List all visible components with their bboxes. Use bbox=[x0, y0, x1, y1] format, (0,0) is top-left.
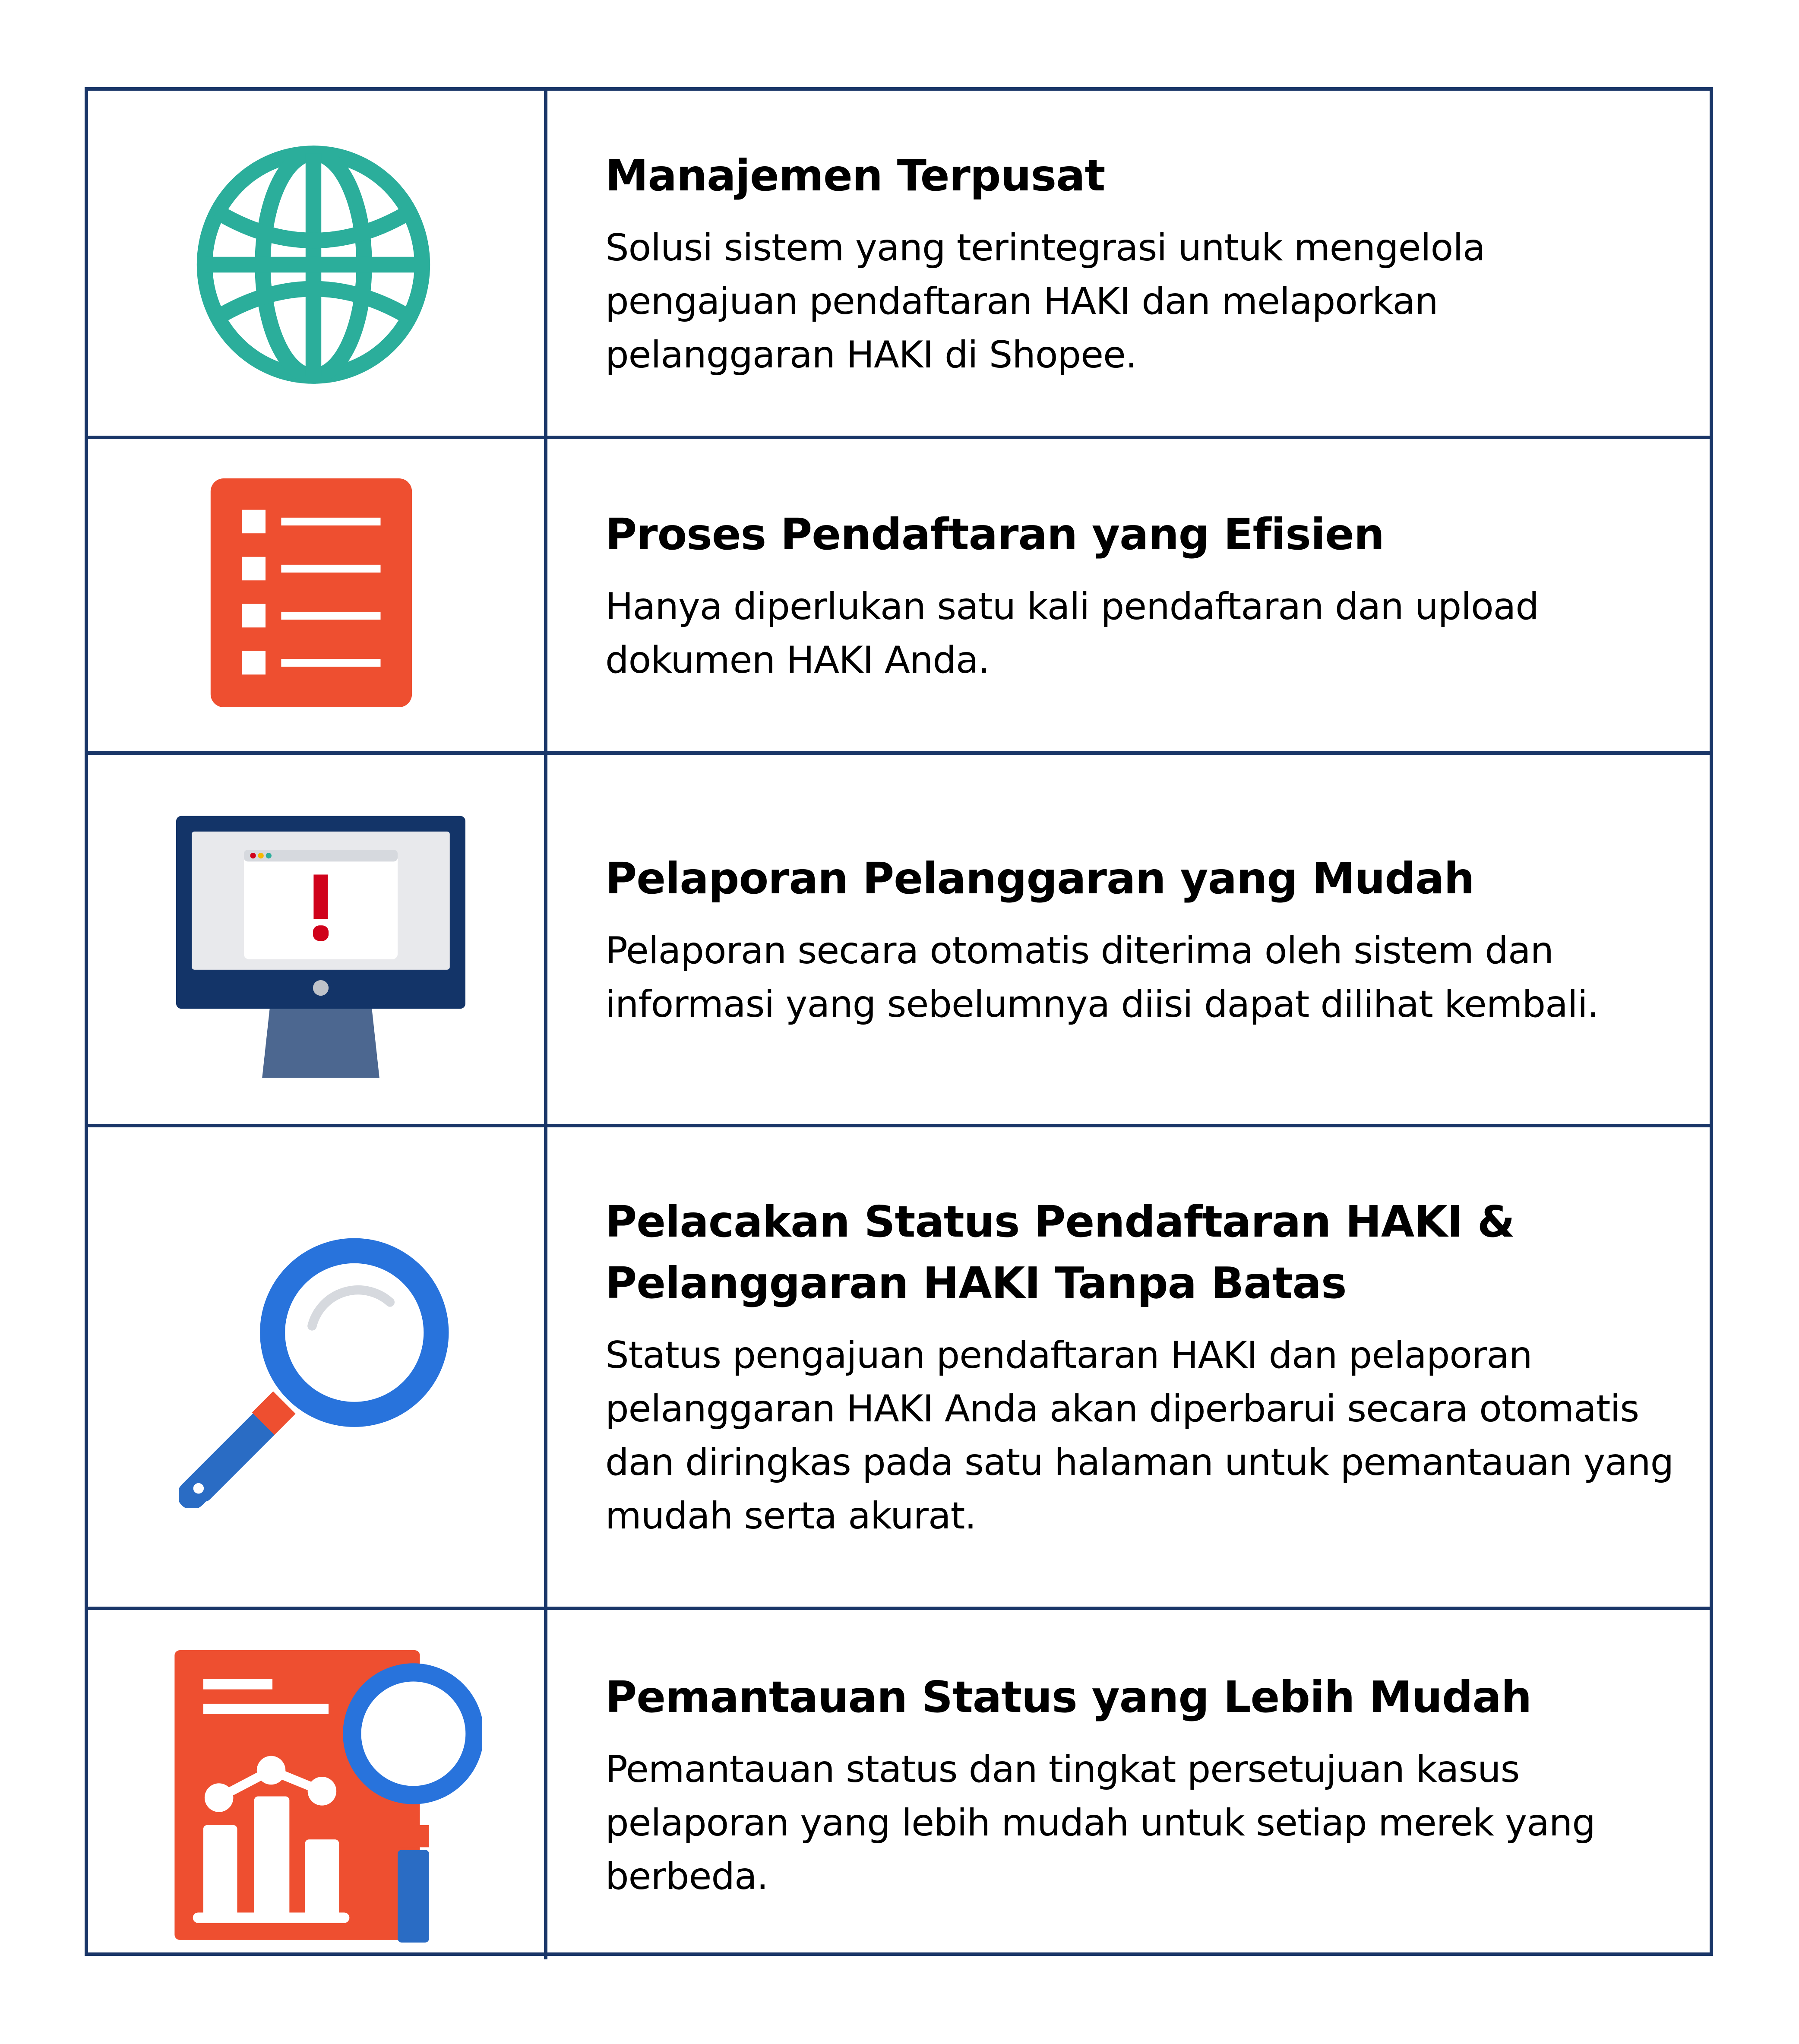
features-table bbox=[85, 87, 1713, 1956]
feature-description: Hanya diperlukan satu kali pendaftaran dan upload dokumen HAKI Anda. bbox=[605, 585, 1539, 682]
monitor-alert-icon bbox=[176, 815, 465, 1079]
text-cell bbox=[547, 1610, 1710, 1959]
feature-description: Pelaporan secara otomatis diterima oleh sistem dan informasi yang sebelumnya diisi dapat dilihat kembali. bbox=[605, 929, 1599, 1026]
feature-title: Manajemen Terpusat bbox=[605, 150, 1105, 201]
feature-description: Status pengajuan pendaftaran HAKI dan pelaporan pelanggaran HAKI Anda akan diperbarui secara otomatis dan diringkas pada satu halaman untuk pemantauan yang mudah serta akurat. bbox=[605, 1334, 1674, 1538]
text-cell bbox=[547, 439, 1710, 751]
text-cell bbox=[547, 91, 1710, 436]
report-search-icon bbox=[174, 1650, 482, 1944]
globe-icon bbox=[193, 142, 434, 388]
icon-cell bbox=[88, 1610, 547, 1959]
icon-cell bbox=[88, 439, 547, 751]
text-cell bbox=[547, 1127, 1710, 1607]
feature-description: Pemantauan status dan tingkat persetujuan kasus pelaporan yang lebih mudah untuk setiap merek yang berbeda. bbox=[605, 1747, 1595, 1898]
feature-title: Proses Pendaftaran yang Efisien bbox=[605, 509, 1385, 560]
feature-row-status-monitoring bbox=[88, 1610, 1710, 1959]
icon-cell bbox=[88, 91, 547, 436]
text-cell bbox=[547, 755, 1710, 1124]
feature-title: Pelacakan Status Pendaftaran HAKI & Pelanggaran HAKI Tanpa Batas bbox=[605, 1196, 1515, 1308]
magnifier-icon bbox=[179, 1236, 451, 1508]
feature-description: Solusi sistem yang terintegrasi untuk mengelola pengajuan pendaftaran HAKI dan melaporkan pelanggaran HAKI di Shopee. bbox=[605, 226, 1485, 377]
feature-title: Pelaporan Pelanggaran yang Mudah bbox=[605, 853, 1474, 904]
feature-row-status-tracking bbox=[88, 1127, 1710, 1610]
feature-row-easy-reporting bbox=[88, 755, 1710, 1127]
icon-cell bbox=[88, 755, 547, 1124]
icon-cell bbox=[88, 1127, 547, 1607]
feature-row-centralized-management bbox=[88, 91, 1710, 439]
checklist-icon bbox=[210, 478, 413, 707]
feature-row-efficient-registration bbox=[88, 439, 1710, 755]
feature-title: Pemantauan Status yang Lebih Mudah bbox=[605, 1671, 1532, 1722]
